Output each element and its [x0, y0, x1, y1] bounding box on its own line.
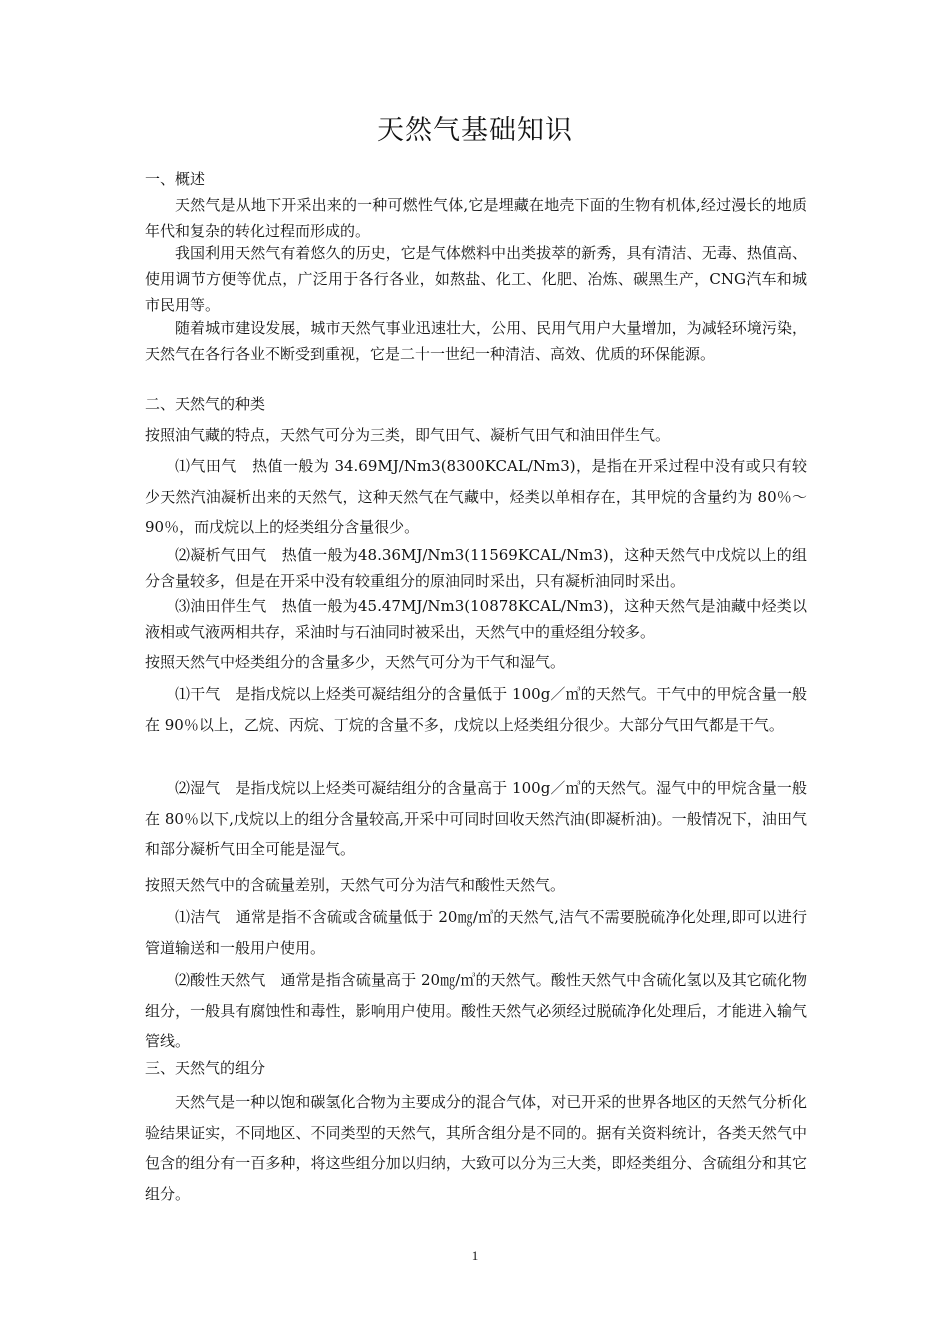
paragraph: 按照天然气中烃类组分的含量多少，天然气可分为干气和湿气。: [145, 653, 566, 671]
list-item: ⑶油田伴生气 热值一般为45.47MJ/Nm3(10878KCAL/Nm3)，这种天然气是油藏中烃类以液相或气液两相共存，采油时与石油同时被采出，天然气中的重烃组分较多。: [145, 597, 807, 641]
list-item: ⑵凝析气田气 热值一般为48.36MJ/Nm3(11569KCAL/Nm3)，这种天然气中戊烷以上的组分含量较多，但是在开采中没有较重组分的原油同时采出，只有凝析油同时采出。: [145, 546, 807, 590]
section-heading-overview: 一、概述: [145, 170, 206, 188]
list-item: ⑵湿气 是指戊烷以上烃类可凝结组分的含量高于 100g／㎥的天然气。湿气中的甲烷含量一般在 80％以下,戊烷以上的组分含量较高,开采中可同时回收天然汽油(即凝析油)。一般情况下，油田气和部分凝析气田全可能是湿气。: [145, 779, 807, 858]
paragraph: 我国利用天然气有着悠久的历史，它是气体燃料中出类拔萃的新秀，具有清洁、无毒、热值高、使用调节方便等优点，广泛用于各行各业，如熬盐、化工、化肥、冶炼、碳黑生产，CNG汽车和城市民用等。: [145, 244, 807, 314]
list-item: ⑴气田气 热值一般为 34.69MJ/Nm3(8300KCAL/Nm3)，是指在开采过程中没有或只有较少天然汽油凝析出来的天然气，这种天然气在气藏中，烃类以单相存在，其甲烷的含量约为 80％～90％，而戊烷以上的烃类组分含量很少。: [145, 457, 807, 536]
paragraph: 随着城市建设发展，城市天然气事业迅速壮大，公用、民用气用户大量增加，为减轻环境污染，天然气在各行各业不断受到重视，它是二十一世纪一种清洁、高效、优质的环保能源。: [145, 319, 807, 363]
list-item: ⑴干气 是指戊烷以上烃类可凝结组分的含量低于 100g／㎥的天然气。干气中的甲烷含量一般在 90％以上，乙烷、丙烷、丁烷的含量不多，戊烷以上烃类组分很少。大部分气田气都是干气。: [145, 685, 807, 734]
paragraph: 天然气是一种以饱和碳氢化合物为主要成分的混合气体，对已开采的世界各地区的天然气分析化验结果证实，不同地区、不同类型的天然气，其所含组分是不同的。据有关资料统计，各类天然气中包含的组分有一百多种，将这些组分加以归纳，大致可以分为三大类，即烃类组分、含硫组分和其它组分。: [145, 1093, 807, 1203]
list-item: ⑵酸性天然气 通常是指含硫量高于 20㎎/㎥的天然气。酸性天然气中含硫化氢以及其它硫化物组分，一般具有腐蚀性和毒性，影响用户使用。酸性天然气必须经过脱硫净化处理后，才能进入输气管线。: [145, 971, 807, 1050]
page-number: 1: [471, 1248, 479, 1263]
paragraph: 天然气是从地下开采出来的一种可燃性气体,它是埋藏在地壳下面的生物有机体,经过漫长的地质年代和复杂的转化过程而形成的。: [145, 196, 807, 240]
list-item: ⑴洁气 通常是指不含硫或含硫量低于 20㎎/㎥的天然气,洁气不需要脱硫净化处理,即可以进行管道输送和一般用户使用。: [145, 908, 807, 957]
section-heading-types: 二、天然气的种类: [145, 395, 266, 413]
paragraph: 按照油气藏的特点，天然气可分为三类，即气田气、凝析气田气和油田伴生气。: [145, 426, 671, 444]
document-title: 天然气基础知识: [377, 115, 573, 146]
section-heading-composition: 三、天然气的组分: [145, 1059, 266, 1077]
paragraph: 按照天然气中的含硫量差别，天然气可分为洁气和酸性天然气。: [145, 876, 566, 894]
